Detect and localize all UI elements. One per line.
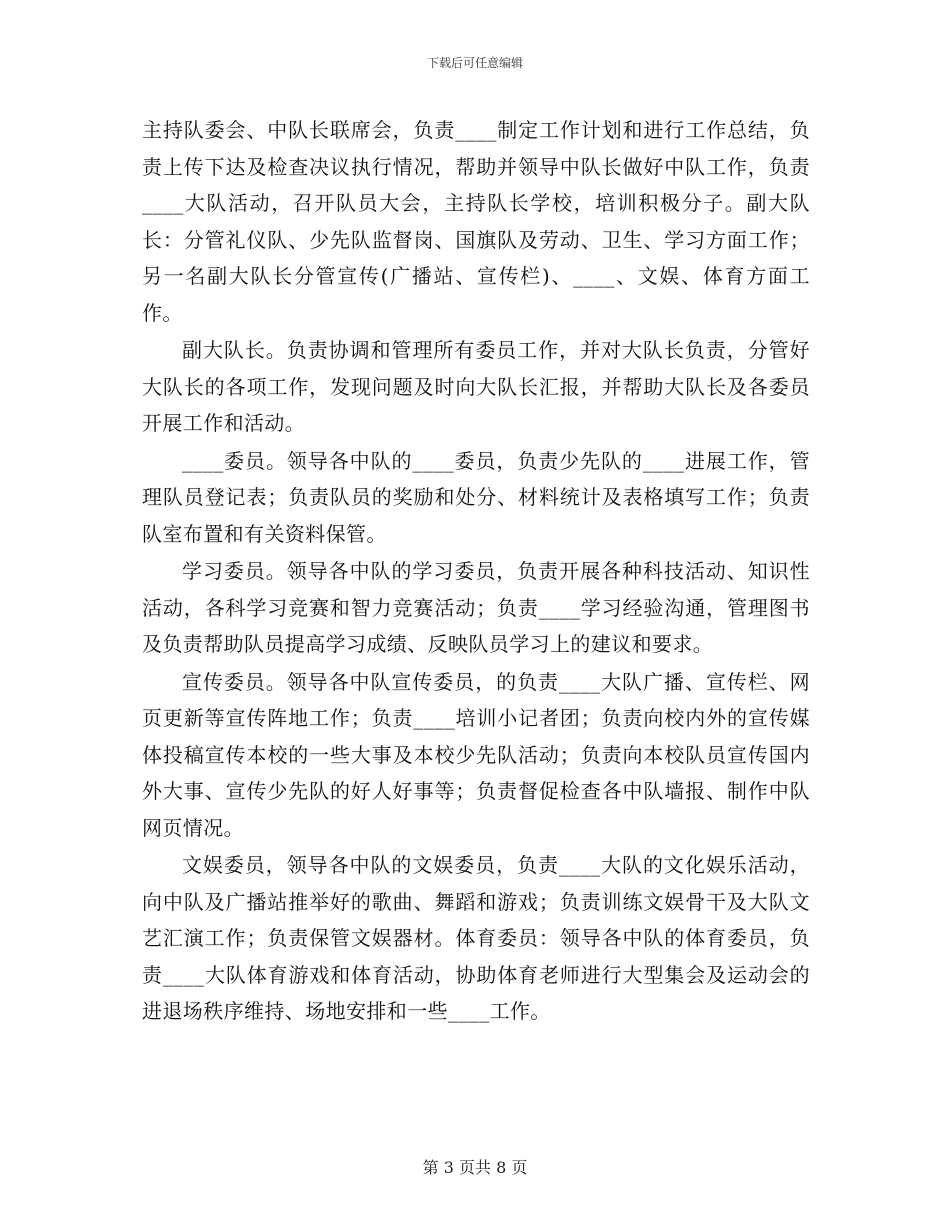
paragraph-5: 宣传委员。领导各中队宣传委员，的负责____大队广播、宣传栏、网页更新等宣传阵地工作；负责____培训小记者团；负责向校内外的宣传媒体投稿宣传本校的一些大事及本校少先队活动；负责向本校队员宣传国内外大事、宣传少先队的好人好事等；负责督促检查各中队墙报、制作中队网页情况。 — [142, 669, 810, 840]
document-body — [142, 112, 810, 1030]
paragraph-4: 学习委员。领导各中队的学习委员，负责开展各种科技活动、知识性活动，各科学习竞赛和智力竞赛活动；负责____学习经验沟通，管理图书及负责帮助队员提高学习成绩、反映队员学习上的建议和要求。 — [142, 559, 810, 656]
page-footer: 第 3 页共 8 页 — [422, 1158, 528, 1177]
page-header: 下载后可任意编辑 — [426, 56, 523, 70]
paragraph-3: ____委员。领导各中队的____委员，负责少先队的____进展工作，管理队员登记表；负责队员的奖励和处分、材料统计及表格填写工作；负责队室布置和有关资料保管。 — [142, 448, 810, 546]
paragraph-2: 副大队长。负责协调和管理所有委员工作，并对大队长负责，分管好大队长的各项工作，发现问题及时向大队长汇报，并帮助大队长及各委员开展工作和活动。 — [142, 338, 810, 435]
paragraph-1: 主持队委会、中队长联席会，负责____制定工作计划和进行工作总结，负责上传下达及检查决议执行情况，帮助并领导中队长做好中队工作，负责____大队活动，召开队员大会，主持队长学校，培训积极分子。副大队长：分管礼仪队、少先队监督岗、国旗队及劳动、卫生、学习方面工作；另一名副大队长分管宣传(广播站、宣传栏)、____、文娱、体育方面工作。 — [142, 118, 810, 325]
paragraph-6: 文娱委员，领导各中队的文娱委员，负责____大队的文化娱乐活动，向中队及广播站推举好的歌曲、舞蹈和游戏；负责训练文娱骨干及大队文艺汇演工作；负责保管文娱器材。体育委员：领导各中队的体育委员，负责____大队体育游戏和体育活动，协助体育老师进行大型集会及运动会的进退场秩序维持、场地安排和一些____工作。 — [142, 853, 810, 1023]
